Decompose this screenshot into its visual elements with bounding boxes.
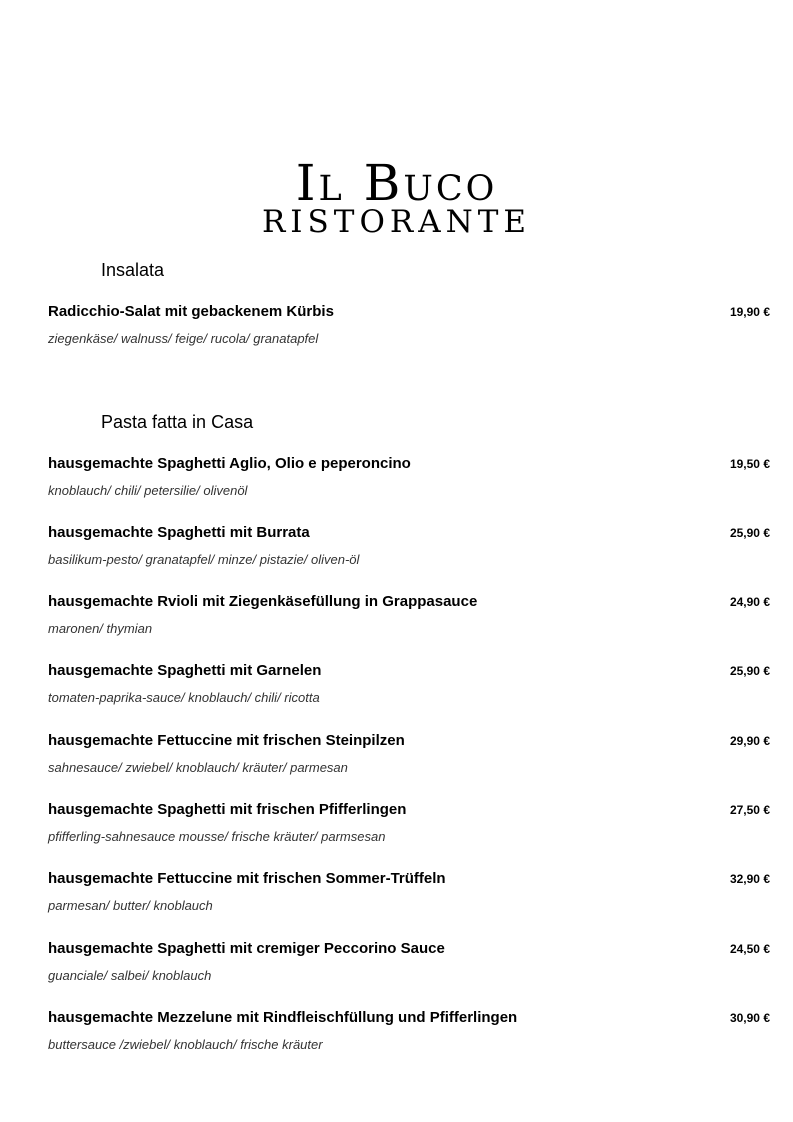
item-name: hausgemachte Spaghetti mit Garnelen: [48, 662, 322, 679]
menu-item: [48, 1009, 770, 1053]
menu-item: [48, 524, 770, 568]
item-description: buttersauce /zwiebel/ knoblauch/ frische kräuter: [48, 1037, 323, 1052]
section-title-insalata: Insalata: [101, 260, 165, 280]
menu-item: [48, 940, 770, 984]
item-price: 27,50 €: [729, 803, 770, 817]
item-name: hausgemachte Spaghetti mit Burrata: [48, 524, 310, 541]
item-description: knoblauch/ chili/ petersilie/ olivenöl: [48, 483, 248, 498]
item-description: pfifferling-sahnesauce mousse/ frische kräuter/ parmsesan: [48, 829, 386, 844]
restaurant-logo: [0, 156, 793, 238]
item-description: ziegenkäse/ walnuss/ feige/ rucola/ granatapfel: [48, 331, 319, 346]
item-price: 19,50 €: [729, 457, 770, 471]
item-price: 25,90 €: [729, 526, 770, 540]
item-price: 24,90 €: [729, 595, 770, 609]
item-name: hausgemachte Mezzelune mit Rindfleischfüllung und Pfifferlingen: [48, 1009, 518, 1026]
menu-item: [48, 303, 770, 347]
item-description: tomaten-paprika-sauce/ knoblauch/ chili/ ricotta: [48, 690, 320, 705]
item-name: hausgemachte Fettuccine mit frischen Sommer-Trüffeln: [48, 870, 446, 887]
item-description: sahnesauce/ zwiebel/ knoblauch/ kräuter/ parmesan: [48, 760, 348, 775]
menu-item: [48, 593, 770, 637]
logo-subtitle: RISTORANTE: [261, 204, 532, 240]
item-price: 24,50 €: [729, 942, 770, 956]
item-price: 30,90 €: [729, 1011, 770, 1025]
menu-item: [48, 455, 770, 499]
menu-item: [48, 662, 770, 706]
item-name: hausgemachte Spaghetti Aglio, Olio e peperoncino: [48, 455, 411, 472]
item-description: maronen/ thymian: [48, 621, 153, 636]
section-title-pasta: Pasta fatta in Casa: [101, 412, 254, 432]
item-description: parmesan/ butter/ knoblauch: [48, 898, 213, 913]
item-name: hausgemachte Rvioli mit Ziegenkäsefüllung in Grappasauce: [48, 593, 478, 610]
item-price: 19,90 €: [729, 305, 770, 319]
menu-item: [48, 870, 770, 914]
menu-item: [48, 732, 770, 776]
item-name: Radicchio-Salat mit gebackenem Kürbis: [48, 303, 334, 320]
item-name: hausgemachte Spaghetti mit frischen Pfifferlingen: [48, 801, 407, 818]
logo-title: Il Buco: [295, 154, 498, 212]
item-price: 29,90 €: [729, 734, 770, 748]
item-name: hausgemachte Fettuccine mit frischen Steinpilzen: [48, 732, 405, 749]
menu-item: [48, 801, 770, 845]
item-description: guanciale/ salbei/ knoblauch: [48, 968, 212, 983]
item-name: hausgemachte Spaghetti mit cremiger Peccorino Sauce: [48, 940, 445, 957]
item-description: basilikum-pesto/ granatapfel/ minze/ pistazie/ oliven-öl: [48, 552, 360, 567]
item-price: 25,90 €: [729, 664, 770, 678]
item-price: 32,90 €: [729, 872, 770, 886]
